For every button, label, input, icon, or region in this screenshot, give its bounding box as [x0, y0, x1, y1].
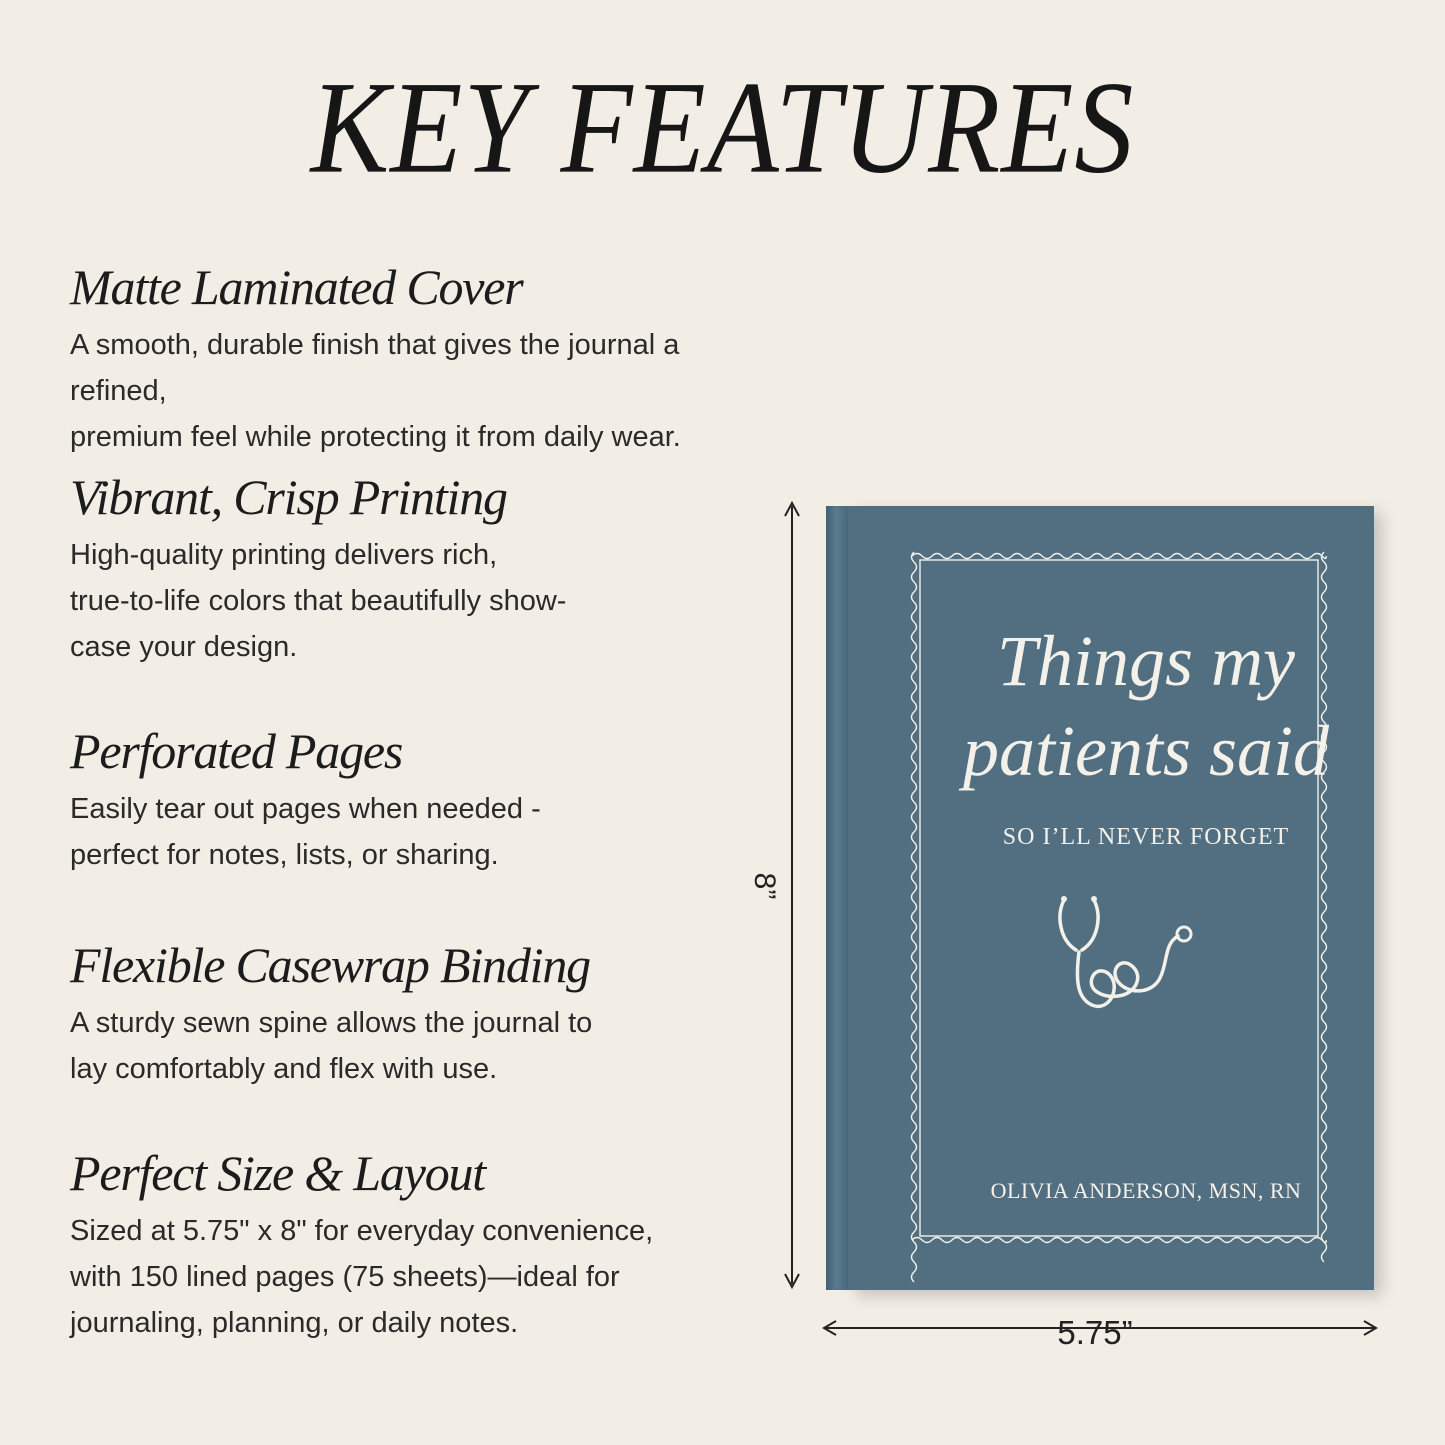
cover-title-line2: patients said [962, 711, 1329, 791]
feature-heading: Perforated Pages [70, 723, 403, 779]
feature-heading: Matte Laminated Cover [70, 259, 523, 315]
feature-size-layout [70, 1144, 770, 1346]
page-title: KEY FEATURES [310, 54, 1135, 201]
feature-heading: Flexible Casewrap Binding [70, 937, 590, 993]
feature-perforated-pages [70, 722, 770, 878]
book-spine [826, 506, 848, 1290]
journal-book [826, 506, 1374, 1290]
feature-description: A sturdy sewn spine allows the journal to lay comfortably and flex with use. [70, 1007, 593, 1085]
cover-author: OLIVIA ANDERSON, MSN, RN [990, 1178, 1302, 1203]
feature-binding [70, 936, 770, 1092]
width-label: 5.75” [1057, 1314, 1133, 1351]
height-label: 8” [748, 872, 781, 900]
feature-heading: Perfect Size & Layout [70, 1145, 485, 1201]
feature-printing [70, 468, 770, 670]
cover-title-line1: Things my [996, 621, 1296, 701]
feature-description: High-quality printing delivers rich, true-to-life colors that beautifully show- case your design. [70, 539, 567, 663]
stethoscope-heart-icon [1052, 886, 1202, 1016]
feature-description: Sized at 5.75" x 8" for everyday convenience, with 150 lined pages (75 sheets)—ideal for journaling, planning, or daily notes. [70, 1215, 654, 1339]
feature-matte-cover [70, 258, 770, 460]
feature-heading: Vibrant, Crisp Printing [70, 469, 507, 525]
feature-description: Easily tear out pages when needed - perfect for notes, lists, or sharing. [70, 793, 541, 871]
feature-description: A smooth, durable finish that gives the journal a refined, premium feel while protecting it from daily wear. [70, 329, 681, 453]
cover-subtitle: SO I’LL NEVER FORGET [1002, 824, 1290, 850]
